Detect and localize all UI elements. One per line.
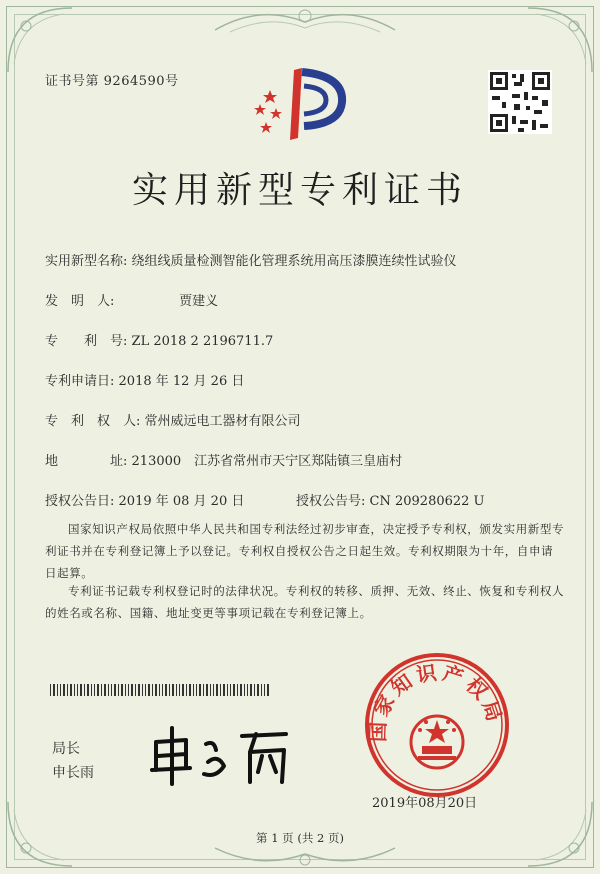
grant-row xyxy=(45,490,244,509)
director-name: 申长雨 xyxy=(52,765,94,781)
grant-number-row xyxy=(296,490,485,509)
address-label: 地 址: xyxy=(45,454,128,469)
grant-number-label: 授权公告号: xyxy=(296,494,366,509)
patentee-label: 专 利 权 人: xyxy=(45,414,141,429)
grant-date-value: 2019 年 08 月 20 日 xyxy=(118,494,245,509)
qr-code xyxy=(488,70,552,134)
cnipa-logo xyxy=(246,64,356,142)
inventor-row xyxy=(45,290,218,309)
certificate-number-value: 9264590 xyxy=(103,74,166,89)
top-ornament xyxy=(210,2,400,36)
patent-number-row xyxy=(45,330,273,349)
page-number: 第 1 页 (共 2 页) xyxy=(256,831,344,845)
corner-ornament-top-right xyxy=(524,4,596,76)
patent-number-value: ZL 2018 2 2196711.7 xyxy=(131,334,274,349)
director-title: 局长 xyxy=(52,741,80,757)
inventor-value: 贾建义 xyxy=(179,294,219,309)
corner-ornament-top-left xyxy=(4,4,76,76)
inventor-label: 发 明 人: xyxy=(45,294,115,309)
address-row xyxy=(45,450,402,469)
paragraph-grant-statement: 国家知识产权局依照中华人民共和国专利法经过初步审查，决定授予专利权，颁发实用新型专利证书并在专利登记簿上予以登记。专利权自授权公告之日起生效。专利权期限为十年，自申请日起算。 xyxy=(45,522,565,580)
barcode xyxy=(50,684,270,696)
bottom-ornament xyxy=(210,842,400,872)
filing-date-value: 2018 年 12 月 26 日 xyxy=(118,374,245,389)
grant-date-label: 授权公告日: xyxy=(45,494,115,509)
filing-date-label: 专利申请日: xyxy=(45,374,115,389)
patentee-value: 常州威远电工器材有限公司 xyxy=(144,414,301,429)
national-emblem-icon xyxy=(411,716,463,768)
paragraph-legal-status: 专利证书记载专利权登记时的法律状况。专利权的转移、质押、无效、终止、恢复和专利权人的姓名或名称、国籍、地址变更等事项记载在专利登记簿上。 xyxy=(45,584,565,620)
certificate-number-suffix: 号 xyxy=(165,74,179,89)
certificate-title: 实用新型专利证书 xyxy=(131,170,468,211)
grant-number-value: CN 209280622 U xyxy=(369,494,485,509)
utility-model-name-row xyxy=(45,250,457,269)
utility-model-name-label: 实用新型名称: xyxy=(45,254,128,269)
certificate-number xyxy=(45,70,179,89)
utility-model-name-value: 绕组线质量检测智能化管理系统用高压漆膜连续性试验仪 xyxy=(131,254,457,269)
seal-date: 2019年08月20日 xyxy=(372,796,478,811)
patent-number-label: 专 利 号: xyxy=(45,334,128,349)
director-signature xyxy=(146,722,296,788)
filing-date-row xyxy=(45,370,244,389)
official-seal xyxy=(362,650,512,800)
patentee-row xyxy=(45,410,301,429)
seal-text: 国家知识产权局 xyxy=(367,661,507,743)
address-value: 213000 江苏省常州市天宁区郑陆镇三皇庙村 xyxy=(131,454,403,469)
certificate-number-label: 证书号第 xyxy=(45,74,100,89)
